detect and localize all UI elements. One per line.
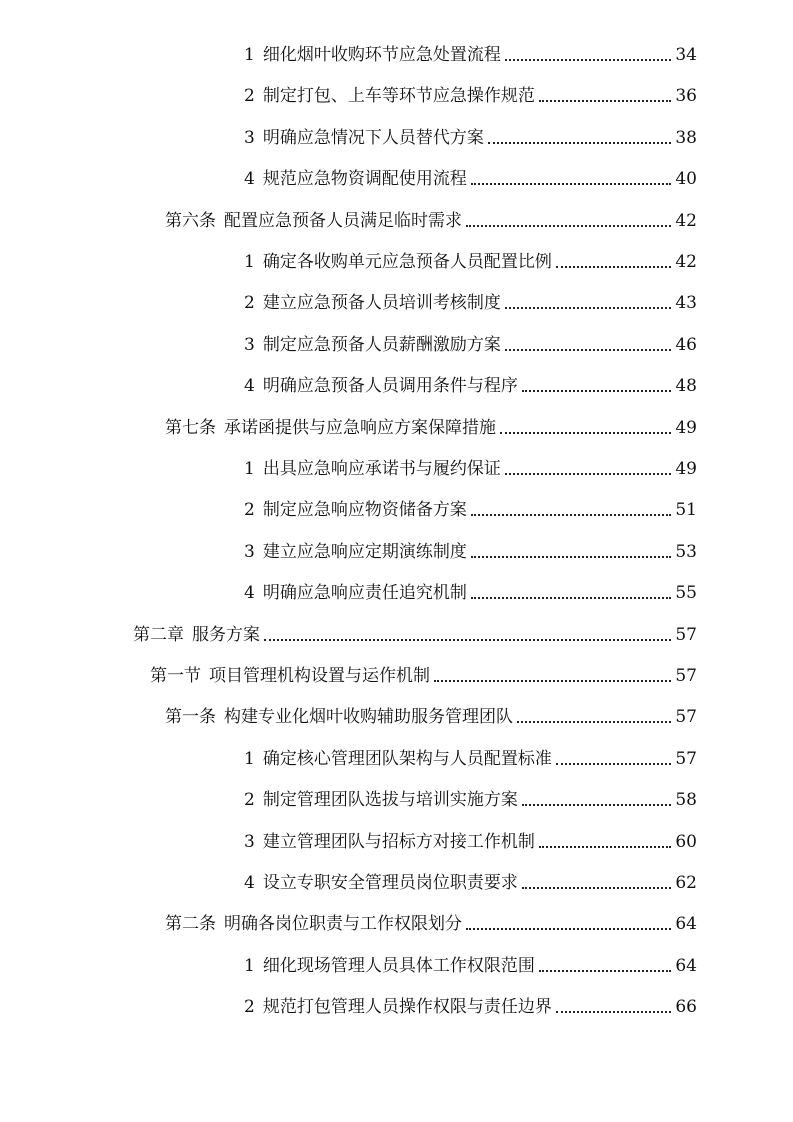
toc-entry-page-number: 42 — [675, 211, 697, 231]
toc-entry-title: 规范打包管理人员操作权限与责任边界 — [262, 997, 552, 1017]
dot-leader — [471, 555, 672, 558]
dot-leader — [505, 348, 672, 351]
toc-entry-page-number: 43 — [675, 293, 697, 313]
toc-entry-title: 出具应急响应承诺书与履约保证 — [262, 459, 501, 479]
toc-entry[interactable] — [244, 866, 697, 894]
toc-entry-page-number: 62 — [675, 873, 697, 893]
toc-entry-number: 3 — [244, 832, 255, 852]
dot-leader — [539, 969, 672, 972]
toc-entry-title: 细化现场管理人员具体工作权限范围 — [262, 956, 535, 976]
dot-leader — [434, 679, 671, 682]
toc-entry[interactable] — [244, 38, 697, 66]
dot-leader — [556, 762, 672, 765]
toc-entry-title: 项目管理机构设置与运作机制 — [209, 666, 430, 686]
dot-leader — [466, 224, 671, 227]
toc-entry[interactable] — [244, 328, 697, 356]
toc-entry-number: 第一条 — [165, 707, 216, 727]
dot-leader — [522, 803, 672, 806]
toc-entry[interactable] — [244, 162, 697, 190]
toc-entry[interactable] — [165, 204, 697, 232]
toc-entry-title: 明确应急响应责任追究机制 — [262, 583, 467, 603]
toc-entry[interactable] — [244, 286, 697, 314]
dot-leader — [471, 596, 672, 599]
toc-entry[interactable] — [165, 700, 697, 728]
toc-entry[interactable] — [133, 618, 697, 646]
toc-entry[interactable] — [244, 783, 697, 811]
toc-entry-title: 建立应急预备人员培训考核制度 — [262, 293, 501, 313]
toc-entry-page-number: 42 — [675, 252, 697, 272]
toc-entry-title: 配置应急预备人员满足临时需求 — [224, 211, 462, 231]
toc-entry-number: 2 — [244, 86, 255, 106]
toc-entry[interactable] — [244, 121, 697, 149]
toc-entry-title: 明确应急预备人员调用条件与程序 — [262, 376, 518, 396]
toc-entry-number: 4 — [244, 583, 255, 603]
toc-entry[interactable] — [244, 493, 697, 521]
toc-entry-title: 承诺函提供与应急响应方案保障措施 — [224, 418, 496, 438]
toc-entry-page-number: 57 — [675, 666, 697, 686]
toc-entry-title: 确定各收购单元应急预备人员配置比例 — [262, 252, 552, 272]
toc-entry-title: 建立管理团队与招标方对接工作机制 — [262, 832, 535, 852]
toc-entry-title: 细化烟叶收购环节应急处置流程 — [262, 45, 501, 65]
toc-entry-page-number: 49 — [675, 418, 697, 438]
toc-entry-number: 4 — [244, 376, 255, 396]
toc-entry-page-number: 48 — [675, 376, 697, 396]
dot-leader — [556, 1010, 672, 1013]
toc-entry[interactable] — [244, 949, 697, 977]
toc-entry-title: 确定核心管理团队架构与人员配置标准 — [262, 749, 552, 769]
toc-entry[interactable] — [165, 907, 697, 935]
dot-leader — [539, 99, 672, 102]
toc-entry-number: 第一节 — [150, 666, 201, 686]
toc-entry-page-number: 38 — [675, 128, 697, 148]
toc-entry-number: 3 — [244, 128, 255, 148]
toc-entry-page-number: 57 — [675, 707, 697, 727]
dot-leader — [522, 389, 672, 392]
toc-entry[interactable] — [244, 990, 697, 1018]
toc-entry[interactable] — [244, 576, 697, 604]
toc-entry[interactable] — [244, 369, 697, 397]
toc-entry-title: 构建专业化烟叶收购辅助服务管理团队 — [224, 707, 513, 727]
toc-entry-title: 制定应急响应物资储备方案 — [262, 500, 467, 520]
dot-leader — [471, 513, 672, 516]
toc-entry[interactable] — [244, 742, 697, 770]
toc-entry-number: 1 — [244, 45, 255, 65]
toc-entry-number: 第二章 — [133, 625, 184, 645]
toc-entry-number: 1 — [244, 956, 255, 976]
toc-entry-page-number: 40 — [675, 169, 697, 189]
dot-leader — [471, 182, 672, 185]
toc-entry-number: 1 — [244, 459, 255, 479]
toc-entry-number: 3 — [244, 335, 255, 355]
dot-leader — [466, 927, 671, 930]
toc-entry-page-number: 60 — [675, 832, 697, 852]
toc-entry-title: 建立应急响应定期演练制度 — [262, 542, 467, 562]
toc-entry-page-number: 64 — [675, 956, 697, 976]
dot-leader — [488, 141, 672, 144]
dot-leader — [505, 472, 672, 475]
toc-entry-title: 制定打包、上车等环节应急操作规范 — [262, 86, 535, 106]
toc-entry-number: 1 — [244, 252, 255, 272]
toc-entry-number: 4 — [244, 169, 255, 189]
toc-entry[interactable] — [244, 825, 697, 853]
toc-entry-title: 制定管理团队选拔与培训实施方案 — [262, 790, 518, 810]
dot-leader — [505, 306, 672, 309]
toc-entry-number: 第二条 — [165, 914, 216, 934]
toc-entry-page-number: 58 — [675, 790, 697, 810]
toc-entry-page-number: 55 — [675, 583, 697, 603]
toc-entry-number: 第六条 — [165, 211, 216, 231]
toc-entry-page-number: 36 — [675, 86, 697, 106]
toc-entry[interactable] — [244, 535, 697, 563]
toc-entry-page-number: 53 — [675, 542, 697, 562]
dot-leader — [539, 845, 672, 848]
dot-leader — [556, 265, 672, 268]
toc-entry-title: 设立专职安全管理员岗位职责要求 — [262, 873, 518, 893]
toc-entry-page-number: 66 — [675, 997, 697, 1017]
dot-leader — [264, 638, 671, 641]
toc-entry-number: 2 — [244, 293, 255, 313]
toc-entry-page-number: 57 — [675, 749, 697, 769]
dot-leader — [500, 431, 671, 434]
toc-entry-title: 制定应急预备人员薪酬激励方案 — [262, 335, 501, 355]
toc-entry-title: 规范应急物资调配使用流程 — [262, 169, 467, 189]
toc-entry-number: 第七条 — [165, 418, 216, 438]
toc-entry[interactable] — [244, 79, 697, 107]
dot-leader — [517, 720, 671, 723]
toc-entry-title: 服务方案 — [192, 625, 260, 645]
toc-entry-page-number: 46 — [675, 335, 697, 355]
toc-entry-number: 2 — [244, 997, 255, 1017]
toc-entry-page-number: 57 — [675, 625, 697, 645]
dot-leader — [522, 886, 672, 889]
toc-entry[interactable] — [244, 245, 697, 273]
toc-entry-number: 3 — [244, 542, 255, 562]
toc-entry[interactable] — [150, 659, 697, 687]
toc-entry-number: 1 — [244, 749, 255, 769]
toc-entry-page-number: 34 — [675, 45, 697, 65]
toc-entry-number: 2 — [244, 500, 255, 520]
toc-entry-title: 明确应急情况下人员替代方案 — [262, 128, 484, 148]
toc-entry[interactable] — [165, 411, 697, 439]
dot-leader — [505, 58, 672, 61]
toc-entry-number: 2 — [244, 790, 255, 810]
toc-entry-number: 4 — [244, 873, 255, 893]
toc-entry[interactable] — [244, 452, 697, 480]
toc-entry-page-number: 51 — [675, 500, 697, 520]
toc-entry-page-number: 49 — [675, 459, 697, 479]
toc-entry-page-number: 64 — [675, 914, 697, 934]
toc-entry-title: 明确各岗位职责与工作权限划分 — [224, 914, 462, 934]
